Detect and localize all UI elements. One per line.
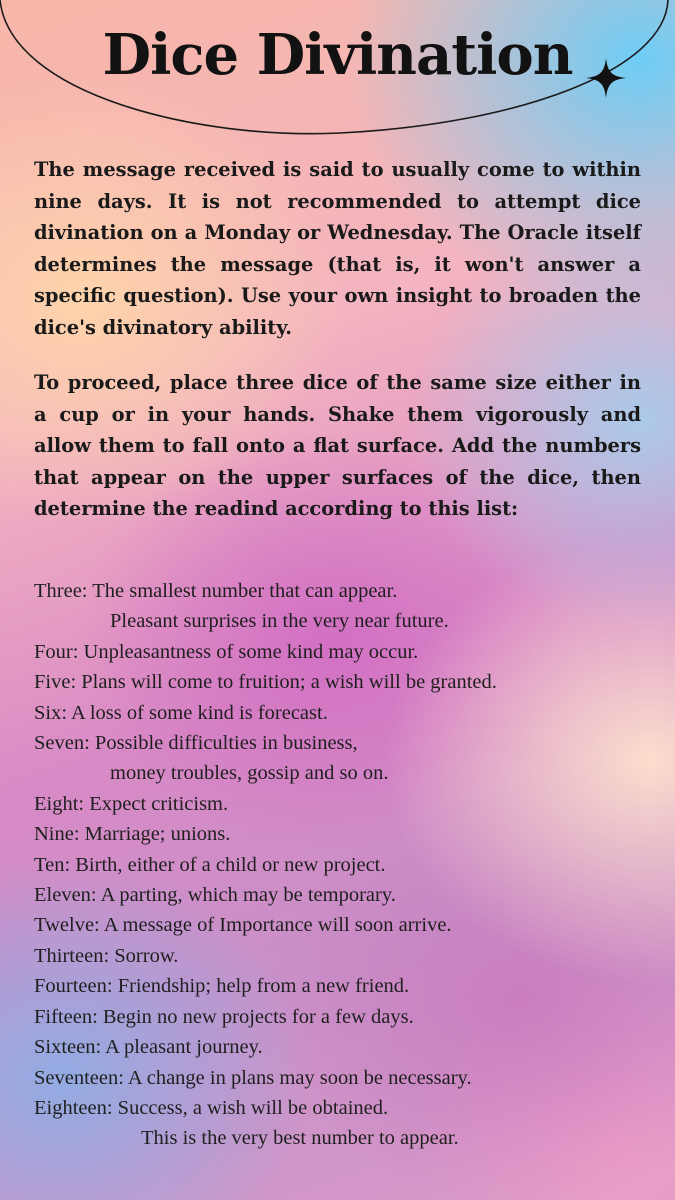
list-item <box>34 728 654 789</box>
reading-thirteen: Thirteen: Sorrow. <box>34 944 179 967</box>
reading-eleven: Eleven: A parting, which may be temporary. <box>34 884 396 907</box>
reading-eight: Eight: Expect criticism. <box>34 792 229 815</box>
reading-fifteen: Fifteen: Begin no new projects for a few days. <box>34 1005 414 1028</box>
reading-twelve: Twelve: A message of Importance will soon arrive. <box>34 914 452 937</box>
list-item <box>34 637 654 667</box>
reading-nine: Nine: Marriage; unions. <box>34 823 231 846</box>
list-item <box>34 1063 654 1093</box>
reading-six: Six: A loss of some kind is forecast. <box>34 701 328 724</box>
readings-list <box>34 576 654 1154</box>
list-item <box>34 971 654 1001</box>
list-item <box>34 1002 654 1032</box>
list-item <box>34 819 654 849</box>
instructions-paragraph: To proceed, place three dice of the same size either in a cup or in your hands. Shake them vigorously and allow them to fall onto a flat surface. Add the numbers that appear on the upper surfaces of the dice, then determine the readind according to this list: <box>34 371 641 521</box>
reading-seven-continued: money troubles, gossip and so on. <box>110 762 389 785</box>
list-item <box>34 850 654 880</box>
list-item <box>34 910 654 940</box>
list-item <box>34 667 654 697</box>
four-point-star-icon <box>584 56 628 100</box>
list-item <box>34 880 654 910</box>
list-item <box>34 1032 654 1062</box>
reading-five: Five: Plans will come to fruition; a wish will be granted. <box>34 671 497 694</box>
reading-three-continued: Pleasant surprises in the very near future. <box>110 610 449 633</box>
list-item <box>34 789 654 819</box>
reading-three: Three: The smallest number that can appear. <box>34 580 398 602</box>
list-item <box>34 1093 654 1154</box>
reading-ten: Ten: Birth, either of a child or new project. <box>34 853 386 876</box>
list-item <box>34 576 654 637</box>
reading-fourteen: Fourteen: Friendship; help from a new friend. <box>34 975 410 998</box>
reading-eighteen: Eighteen: Success, a wish will be obtained. <box>34 1096 389 1119</box>
page-title: Dice Divination <box>102 22 573 88</box>
reading-sixteen: Sixteen: A pleasant journey. <box>34 1036 263 1059</box>
reading-four: Four: Unpleasantness of some kind may occur. <box>34 640 419 663</box>
reading-seven: Seven: Possible difficulties in business, <box>34 732 358 755</box>
reading-seventeen: Seventeen: A change in plans may soon be necessary. <box>34 1066 472 1089</box>
list-item <box>34 941 654 971</box>
reading-eighteen-continued: This is the very best number to appear. <box>141 1127 459 1150</box>
list-item <box>34 698 654 728</box>
intro-paragraph: The message received is said to usually come to within nine days. It is not recommended to attempt dice divination on a Monday or Wednesday. The Oracle itself determines the message (that is, it won't answer a specific question). Use your own insight to broaden the dice's divinatory ability. <box>34 158 641 339</box>
